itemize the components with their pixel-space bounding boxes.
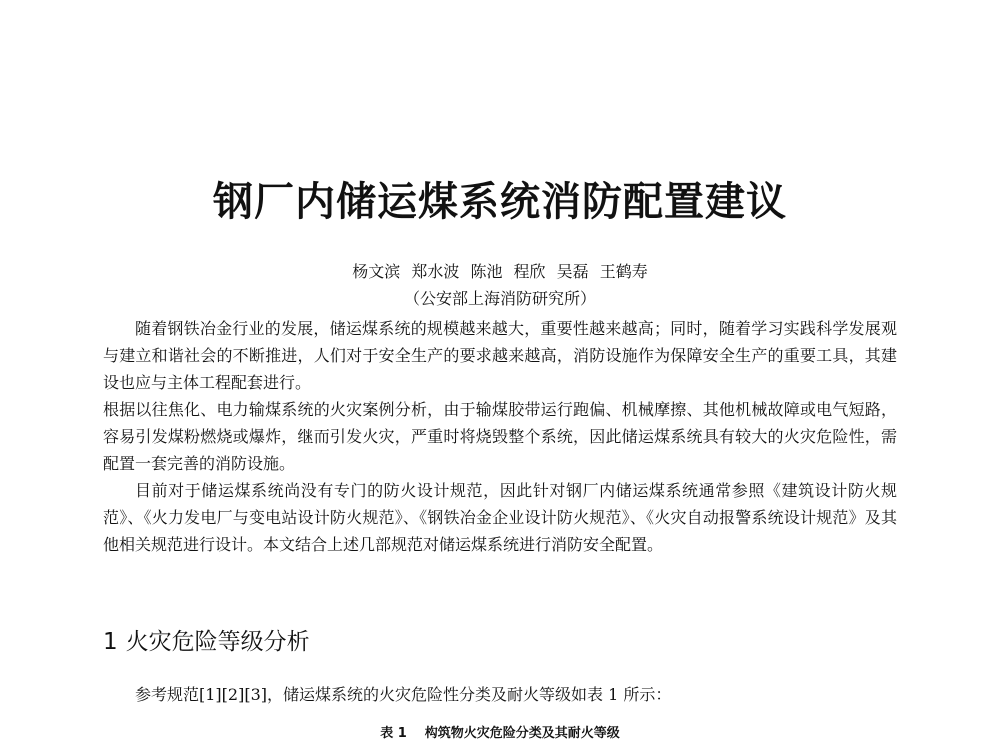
- intro-body: [103, 315, 897, 558]
- section-number: 1: [103, 629, 118, 655]
- table-title: 构筑物火灾危险分类及其耐火等级: [424, 726, 620, 741]
- author-list: 杨文滨 郑水波 陈池 程欣 吴磊 王鹤寿: [352, 262, 648, 281]
- intro-paragraph-1: 随着钢铁冶金行业的发展，储运煤系统的规模越来越大，重要性越来越高；同时，随着学习实践科学发展观与建立和谐社会的不断推进，人们对于安全生产的要求越来越高，消防设施作为保障安全生产的重要工具，其建设也应与主体工程配套进行。: [103, 319, 897, 392]
- paper-title: 钢厂内储运煤系统消防配置建议: [213, 179, 787, 225]
- author-affiliation: （公安部上海消防研究所）: [403, 289, 596, 308]
- section-title: 火灾危险等级分析: [125, 629, 310, 655]
- intro-paragraph-2: 根据以往焦化、电力输煤系统的火灾案例分析，由于输煤胶带运行跑偏、机械摩擦、其他机械故障或电气短路，容易引发煤粉燃烧或爆炸，继而引发火灾，严重时将烧毁整个系统，因此储运煤系统具有较大的火灾危险性，需配置一套完善的消防设施。: [103, 400, 897, 473]
- section-heading: [103, 626, 703, 658]
- table-caption: [0, 725, 1000, 743]
- intro-paragraph-3: 目前对于储运煤系统尚没有专门的防火设计规范，因此针对钢厂内储运煤系统通常参照《建筑设计防火规范》、《火力发电厂与变电站设计防火规范》、《钢铁冶金企业设计防火规范》、《火灾自动报警系统设计规范》及其他相关规范进行设计。本文结合上述几部规范对储运煤系统进行消防安全配置。: [103, 481, 897, 554]
- table-label: 表 1: [380, 726, 407, 741]
- reference-paragraph: 参考规范[1][2][3]，储运煤系统的火灾危险性分类及耐火等级如表 1 所示：: [135, 685, 672, 704]
